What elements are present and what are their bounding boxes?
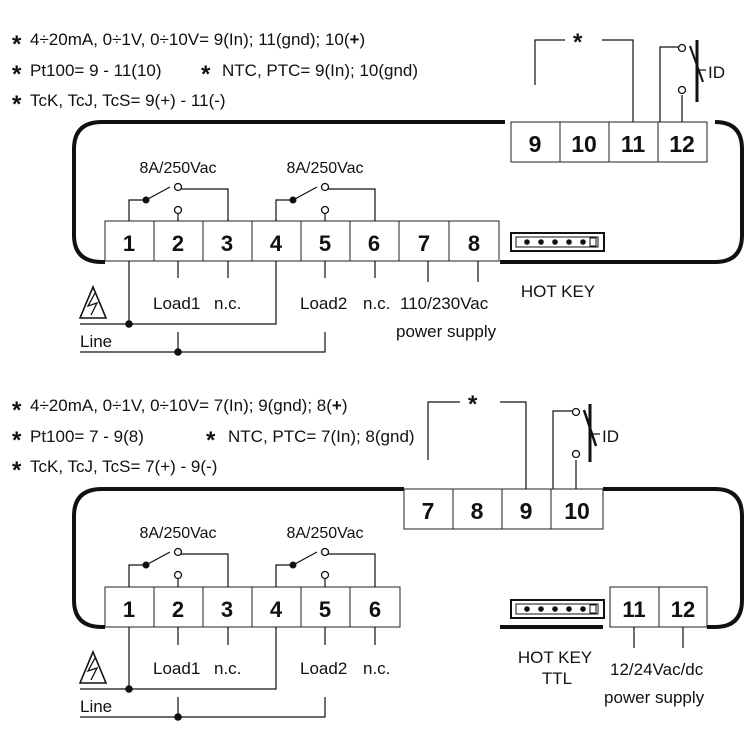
- note-thermocouple: TcK, TcJ, TcS= 9(+) - 11(-): [30, 91, 226, 110]
- id-wire-2: [553, 411, 576, 489]
- hot-key-label: HOT KEY: [520, 282, 596, 301]
- probe-wire-1: [535, 40, 633, 122]
- terminal-7-label: 7: [421, 498, 435, 524]
- terminal-12-label: 12: [670, 597, 696, 622]
- relay-1-contacts: [129, 187, 228, 221]
- terminal-3-label: 3: [220, 597, 234, 622]
- diagram-2: [12, 391, 742, 721]
- terminal-6-label: 6: [367, 231, 381, 256]
- note-star: *: [206, 427, 216, 454]
- terminal-10-label: 10: [571, 131, 597, 157]
- line-wire-1: [80, 261, 325, 352]
- note-star: *: [12, 397, 22, 424]
- load2-label: Load2: [300, 659, 348, 678]
- note-star: *: [12, 31, 22, 58]
- note-analog-input: 4÷20mA, 0÷1V, 0÷10V= 9(In); 11(gnd); 10(+): [30, 30, 366, 49]
- probe-star: *: [573, 29, 583, 56]
- terminal-1-label: 1: [122, 231, 136, 256]
- supply-voltage-label: 110/230Vac: [400, 294, 489, 313]
- terminal-6-label: 6: [368, 597, 382, 622]
- note-star: *: [201, 61, 211, 88]
- load1-label: Load1: [153, 659, 201, 678]
- supply-label: power supply: [396, 322, 497, 341]
- note-pt100: Pt100= 9 - 11(10): [30, 61, 162, 80]
- warning-triangle-icon: [80, 652, 106, 683]
- terminal-3-label: 3: [220, 231, 234, 256]
- hot-key-label: HOT KEY: [517, 648, 593, 667]
- bottom-terminal-block-2: [105, 587, 400, 627]
- hot-key-connector-icon[interactable]: [511, 600, 604, 618]
- probe-star: *: [468, 391, 478, 418]
- relay-1-rating: 8A/250Vac: [139, 160, 217, 177]
- terminal-4-label: 4: [269, 597, 283, 622]
- supply-label: power supply: [604, 688, 705, 707]
- relay-2-rating: 8A/250Vac: [286, 160, 364, 177]
- terminal-2-label: 2: [171, 231, 185, 256]
- terminal-11-label: 11: [620, 131, 646, 157]
- nc1-label: n.c.: [214, 294, 242, 313]
- hot-key-connector-icon[interactable]: [511, 233, 604, 251]
- note-analog-input: 4÷20mA, 0÷1V, 0÷10V= 7(In); 9(gnd); 8(+): [30, 396, 348, 415]
- terminal-5-label: 5: [318, 597, 332, 622]
- terminal-7-label: 7: [417, 231, 431, 256]
- load1-label: Load1: [153, 294, 201, 313]
- note-ntc-ptc: NTC, PTC= 9(In); 10(gnd): [222, 61, 419, 80]
- nc1-label: n.c.: [214, 659, 242, 678]
- diagram-2-notes: [12, 396, 415, 484]
- terminal-8-label: 8: [470, 498, 484, 524]
- line-label: Line: [80, 332, 113, 351]
- power-terminal-block-2: [610, 587, 707, 627]
- terminal-12-label: 12: [669, 131, 695, 157]
- relay-2-rating: 8A/250Vac: [286, 525, 364, 542]
- id-label: ID: [602, 427, 619, 446]
- note-star: *: [12, 91, 22, 118]
- id-label: ID: [708, 63, 725, 82]
- note-pt100: Pt100= 7 - 9(8): [30, 427, 144, 446]
- note-star: *: [12, 61, 22, 88]
- terminal-9-label: 9: [519, 498, 533, 524]
- terminal-1-label: 1: [122, 597, 136, 622]
- relay-2-contacts: [276, 187, 375, 221]
- note-star: *: [12, 427, 22, 454]
- note-ntc-ptc: NTC, PTC= 7(In); 8(gnd): [228, 427, 415, 446]
- nc2-label: n.c.: [363, 659, 391, 678]
- terminal-9-label: 9: [528, 131, 542, 157]
- terminal-5-label: 5: [318, 231, 332, 256]
- id-wire-1: [660, 47, 682, 122]
- relay-1-contacts: [129, 552, 228, 587]
- line-label: Line: [80, 697, 113, 716]
- top-terminal-block-2: [404, 489, 603, 529]
- load2-label: Load2: [300, 294, 348, 313]
- top-terminal-block-1: [511, 122, 707, 162]
- hot-key-ttl-label: TTL: [541, 669, 573, 688]
- note-star: *: [12, 457, 22, 484]
- supply-voltage-label: 12/24Vac/dc: [610, 660, 704, 679]
- terminal-4-lead: [129, 627, 276, 689]
- line-wire-2: [80, 627, 325, 717]
- bottom-terminal-block-1: [105, 221, 499, 261]
- terminal-8-label: 8: [467, 231, 481, 256]
- terminal-4-lead: [129, 261, 276, 324]
- diagram-1: [12, 29, 742, 356]
- relay-2-contacts: [276, 552, 375, 587]
- note-thermocouple: TcK, TcJ, TcS= 7(+) - 9(-): [30, 457, 218, 476]
- relay-1-rating: 8A/250Vac: [139, 525, 217, 542]
- diagram-1-notes: [12, 30, 418, 118]
- nc2-label: n.c.: [363, 294, 391, 313]
- warning-triangle-icon: [80, 287, 106, 318]
- terminal-10-label: 10: [564, 498, 590, 524]
- terminal-2-label: 2: [171, 597, 185, 622]
- terminal-11-label: 11: [622, 597, 646, 622]
- terminal-4-label: 4: [269, 231, 283, 256]
